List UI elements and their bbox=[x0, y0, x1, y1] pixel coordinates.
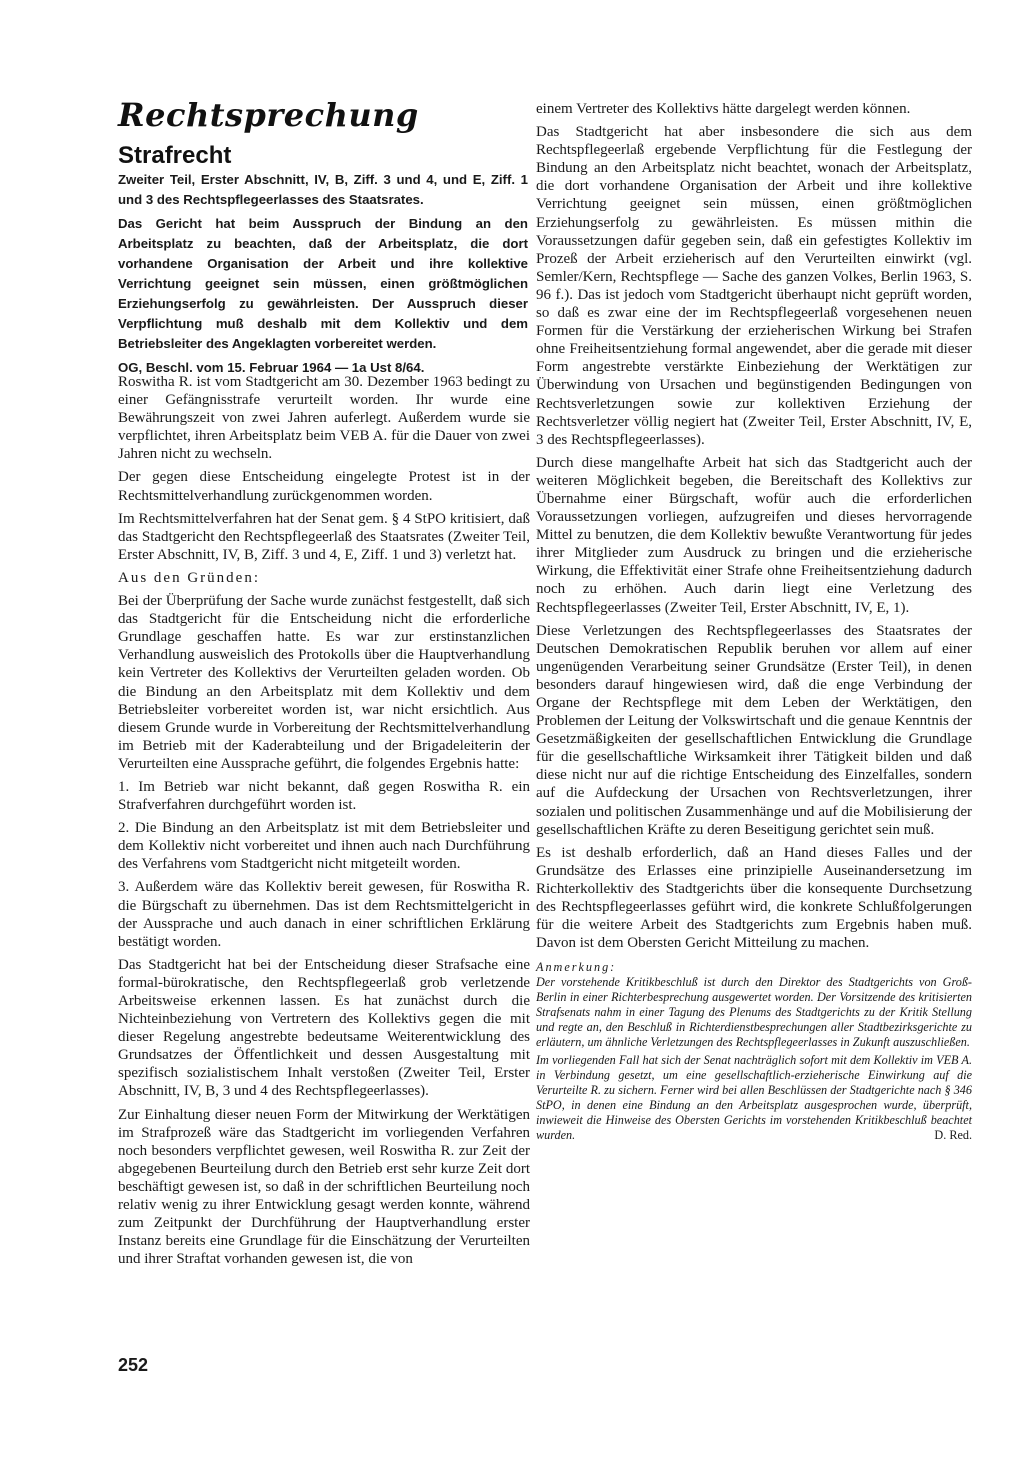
editorial-note bbox=[536, 960, 972, 1143]
section-title: Rechtsprechung bbox=[118, 96, 419, 134]
case-header bbox=[118, 170, 528, 382]
note-heading: Anmerkung: bbox=[536, 960, 617, 975]
paragraph: Es ist deshalb erforderlich, daß an Hand dieses Falles und der Grundsätze des Erlasses eine prinzipielle Auseinandersetzung im Richterkollektiv des Stadtgerichts über die konsequente Durchsetzung des Rechtspflegeerlasses geführt wird, die konkrete Schlußfolgerungen für die weitere Arbeit des Stadtgerichts zum Ergebnis haben muß. Davon ist dem Obersten Gericht Mitteilung zu machen. bbox=[536, 844, 972, 952]
paragraph: Das Stadtgericht hat aber insbesondere die sich aus dem Rechtspflegeerlaß ergebende Verpflichtung für die Festlegung der Bindung an den Arbeitsplatz nicht beachtet, wonach der Arbeitsplatz, die dort vorhandene Organisation der Arbeit und ihre kollektive Verrichtung geeignet sein müssen, einen größtmöglichen Erziehungserfolg zu gewährleisten. Es müssen mithin die Voraussetzungen dafür gegeben sein, daß ein gefestigtes Kollektiv im Prozeß der Arbeit erzieherisch auf den Verurteilten einwirkt (vgl. Semler/Kern, Rechtspflege — Sache des ganzen Volkes, Berlin 1963, S. 96 f.). Das ist jedoch vom Stadtgericht überhaupt nicht geprüft worden, so daß es zwar eine der im Rechtspflegeerlaß vorgesehenen neuen Formen für die Verstärkung der erzieherischen Wirkung bei Strafen ohne Freiheitsentziehung formal angewendet, aber die gerade mit dieser Form angestrebte verstärkte Einbeziehung der Werktätigen zur Überwindung von Ursachen und begünstigenden Bedingungen von Rechtsverletzungen sowie zur kollektiven Erziehung der Rechtsverletzer völlig negiert hat (Zweiter Teil, Erster Abschnitt, IV, E, 3 des Rechtspflegeerlasses). bbox=[536, 124, 972, 448]
right-column bbox=[536, 100, 972, 1146]
finding-item: 2. Die Bindung an den Arbeitsplatz ist mit dem Betriebsleiter und dem Kollektiv nicht vorbereitet und ihnen auch nach Durchführung des Verfahrens vom Stadtgericht nicht mitgeteilt worden. bbox=[118, 820, 530, 873]
note-paragraph bbox=[536, 1053, 972, 1143]
page-number: 252 bbox=[118, 1355, 149, 1375]
citation: OG, Beschl. vom 15. Februar 1964 — 1a Ust 8/64. bbox=[118, 360, 425, 375]
note-paragraph-text: Im vorliegenden Fall hat sich der Senat nachträglich sofort mit dem Kollektiv im VEB A. in Verbindung gesetzt, um eine gesellschaftlich-erzieherische Einwirkung auf die Verurteilte R. zu sichern. Ferner wird bei allen Beschlüssen der Stadtgerichte nach § 346 StPO, in denen eine Bindung an den Arbeitsplatz ausgesprochen wurde, überprüft, inwieweit die Hinweise des Obersten Gerichts im vorstehenden Kritikbeschluß beachtet wurden. bbox=[536, 1053, 972, 1143]
finding-item: 1. Im Betrieb war nicht bekannt, daß gegen Roswitha R. ein Strafverfahren durchgeführt worden ist. bbox=[118, 778, 530, 814]
paragraph: Diese Verletzungen des Rechtspflegeerlasses des Staatsrates der Deutschen Demokratischen Republik beruhen vor allem auf einer ungenügenden Verarbeitung seiner Grundsätze (Erster Teil), in denen besonders darauf hingewiesen wird, daß die enge Verbindung der Organe der Rechtspflege mit dem Leben der Werktätigen, den Problemen der Leitung der Volkswirtschaft und die genaue Kenntnis der Gesetzmäßigkeiten der gesellschaftlichen Entwicklung die Grundlage für die gesellschaftliche Wirksamkeit ihrer Tätigkeit bilden und daß diese nicht nur auf die richtige Entscheidung des Einzelfalles, sondern auf die Aufdeckung der Ursachen von Rechtsverletzungen, ihrer sozialen und politischen Zusammenhänge und auf die Mobilisierung der gesellschaftlichen Kräfte zu deren Beseitigung gerichtet sein muß. bbox=[536, 622, 972, 838]
paragraph: Im Rechtsmittelverfahren hat der Senat gem. § 4 StPO kritisiert, daß das Stadtgericht den Rechtspflegeerlaß des Staatsrates (Zweiter Teil, Erster Abschnitt, IV, B, Ziff. 3 und 4, E, Ziff. 1 und 3) verletzt hat. bbox=[118, 510, 530, 563]
subsection-title: Strafrecht bbox=[118, 142, 232, 169]
reasons-heading: Aus den Gründen: bbox=[118, 569, 260, 586]
finding-item: 3. Außerdem wäre das Kollektiv bereit gewesen, für Roswitha R. die Bürgschaft zu übernehmen. Das ist dem Rechtsmittelgericht in der Aussprache und auch danach in einer schriftlichen Erklärung bestätigt worden. bbox=[118, 879, 530, 950]
legal-basis: Zweiter Teil, Erster Abschnitt, IV, B, Ziff. 3 und 4, und E, Ziff. 1 und 3 des Rechtspflegeerlasses des Staatsrates. bbox=[118, 172, 528, 207]
paragraph: Das Stadtgericht hat bei der Entscheidung dieser Strafsache eine formal-bürokratische, den Rechtspflegeerlaß grob verletzende Arbeitsweise erkennen lassen. Es hat zunächst durch die Nichteinbeziehung von Vertretern des Kollektivs gegen die mit dieser Regelung angestrebte bedeutsame Weiterentwicklung des Grundsatzes der Öffentlichkeit und dessen Ausgestaltung mit spezifisch sozialistischem Inhalt verstoßen (Zweiter Teil, Erster Abschnitt, IV, B, 3 und 4 des Rechtspflegeerlasses). bbox=[118, 956, 530, 1100]
editor-signature: D. Red. bbox=[934, 1128, 972, 1143]
paragraph: Zur Einhaltung dieser neuen Form der Mitwirkung der Werktätigen im Strafprozeß wäre das Stadtgericht im vorliegenden Verfahren noch besonders verpflichtet gewesen, weil Roswitha R. zur Zeit der abgegebenen Beurteilung durch den Betrieb erst sehr kurze Zeit dort beschäftigt gewesen ist, so daß in der schriftlichen Beurteilung noch relativ wenig zu ihrer Entwicklung gesagt werden konnte, während zum Zeitpunkt der Durchführung der Hauptverhandlung erster Instanz bereits eine Grundlage für die Einschätzung der Verurteilten und ihrer Straftat vorhanden gewesen ist, die von bbox=[118, 1106, 530, 1268]
left-column bbox=[118, 373, 530, 1273]
headnote: Das Gericht hat beim Ausspruch der Bindung an den Arbeitsplatz zu beachten, daß der Arbeitsplatz, die dort vorhandene Organisation der Arbeit und ihre kollektive Verrichtung geeignet sein müssen, einen größtmöglichen Erziehungserfolg zu gewährleisten. Der Ausspruch dieser Verpflichtung muß deshalb mit dem Kollektiv und dem Betriebsleiter des Angeklagten vorbereitet werden. bbox=[118, 216, 528, 351]
note-paragraph: Der vorstehende Kritikbeschluß ist durch den Direktor des Stadtgerichts von Groß-Berlin in einer Richterbesprechung ausgewertet worden. Der Vorsitzende des kritisierten Strafsenats nahm in einer Tagung des Plenums des Stadtgerichts zu der Kritik Stellung und regte an, den Beschluß in Richterdienstbesprechungen aller Stadtbezirksgerichte zu erläutern, um ähnliche Verletzungen des Rechtspflegeerlasses in Zukunft auszuschließen. bbox=[536, 975, 972, 1050]
paragraph: Roswitha R. ist vom Stadtgericht am 30. Dezember 1963 bedingt zu einer Gefängnisstrafe verurteilt worden. Ihr wurde eine Bewährungszeit von zwei Jahren auferlegt. Außerdem wurde sie verpflichtet, ihren Arbeitsplatz beim VEB A. für die Dauer von zwei Jahren nicht zu wechseln. bbox=[118, 374, 530, 463]
paragraph: Durch diese mangelhafte Arbeit hat sich das Stadtgericht auch der weiteren Möglichkeit begeben, die Bereitschaft des Kollektivs zur Übernahme einer Bürgschaft, wofür auch die erforderlichen Voraussetzungen vorliegen, aufzugreifen und dieses hervorragende Mittel zu benutzen, die dem Kollektiv bewußte Verantwortung für jedes ihrer Mitglieder zum Ausdruck zu bringen und die erzieherische Wirkung, die Effektivität einer Strafe ohne Freiheitsentziehung dadurch noch zu erhöhen. Auch darin liegt eine Verletzung des Rechtspflegeerlasses (Zweiter Teil, Erster Abschnitt, IV, E, 1). bbox=[536, 454, 972, 616]
paragraph: Bei der Überprüfung der Sache wurde zunächst festgestellt, daß sich das Stadtgericht für die Entscheidung nicht die erforderliche Grundlage geschaffen hatte. Es war zur erstinstanzlichen Verhandlung ausweislich des Protokolls über die Hauptverhandlung kein Vertreter des Kollektivs der Verurteilten geladen worden. Ob die Bindung an den Arbeitsplatz mit dem Kollektiv und dem Betriebsleiter vorbereitet worden ist, war nicht ersichtlich. Aus diesem Grunde wurde in Vorbereitung der Rechtsmittelverhandlung im Betrieb mit der Kaderabteilung und der Brigadeleiterin der Verurteilten eine Aussprache geführt, die folgendes Ergebnis hatte: bbox=[118, 593, 530, 772]
paragraph: Der gegen diese Entscheidung eingelegte Protest ist in der Rechtsmittelverhandlung zurückgenommen worden. bbox=[118, 469, 530, 504]
paragraph: einem Vertreter des Kollektivs hätte dargelegt werden können. bbox=[536, 101, 911, 117]
